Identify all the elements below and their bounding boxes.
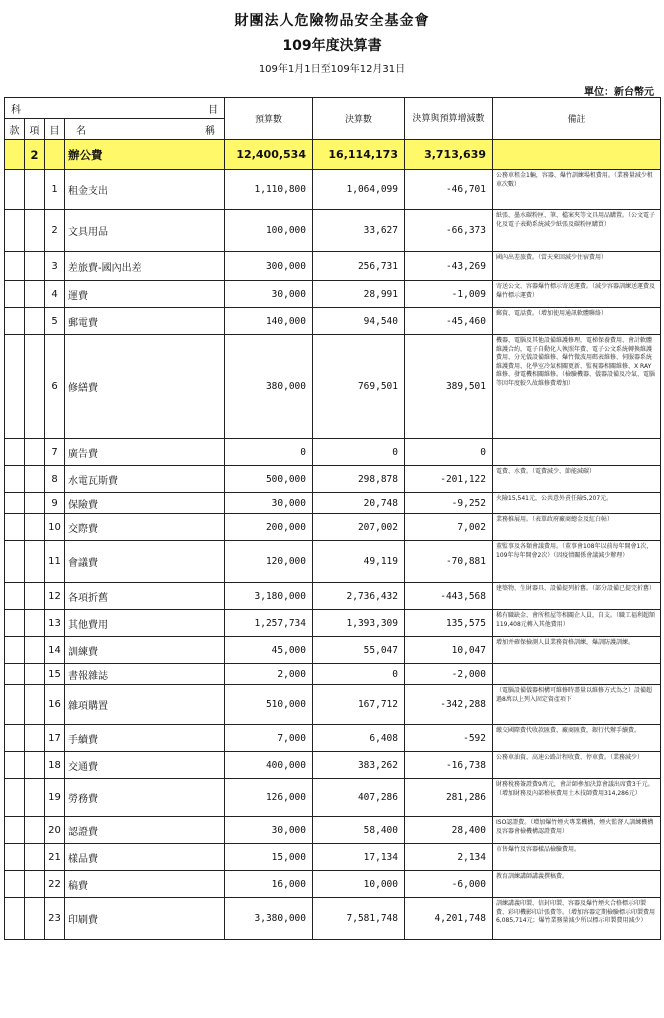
row-budget: 16,000 <box>225 871 313 898</box>
row-budget: 100,000 <box>225 210 313 252</box>
row-mu: 8 <box>45 466 65 493</box>
row-actual: 383,262 <box>313 752 405 779</box>
row-diff: -443,568 <box>405 583 493 610</box>
row-mu: 18 <box>45 752 65 779</box>
row-mu: 20 <box>45 817 65 844</box>
row-diff: 389,501 <box>405 335 493 439</box>
row-budget: 200,000 <box>225 514 313 541</box>
row-budget: 300,000 <box>225 252 313 281</box>
row-actual: 7,581,748 <box>313 898 405 940</box>
table-row <box>5 583 661 610</box>
row-note: 增加并確保檢測人員業務資格訓練，爆訓防護訓練。 <box>493 637 661 664</box>
row-diff: 2,134 <box>405 844 493 871</box>
row-kuan <box>5 637 25 664</box>
row-name: 樣品費 <box>65 844 225 871</box>
row-note: （電腦設備儀器相構可維修時盡量以維修方式為之）設備超過8萬以上列入固定資產項下 <box>493 685 661 725</box>
row-actual: 10,000 <box>313 871 405 898</box>
table-row <box>5 281 661 308</box>
row-budget: 30,000 <box>225 817 313 844</box>
row-name: 修繕費 <box>65 335 225 439</box>
row-actual: 256,731 <box>313 252 405 281</box>
row-note: 教育訓練講師講義撰稿費。 <box>493 871 661 898</box>
header-mu2: 目 <box>45 119 65 140</box>
row-note <box>493 439 661 466</box>
row-name: 水電瓦斯費 <box>65 466 225 493</box>
row-note: 繳交國際費代收款匯費、廠商匯費，銀行代辦手續費。 <box>493 725 661 752</box>
row-mu: 16 <box>45 685 65 725</box>
row-name: 運費 <box>65 281 225 308</box>
main-mu <box>45 140 65 170</box>
row-name: 保險費 <box>65 493 225 514</box>
row-kuan <box>5 493 25 514</box>
table-row <box>5 664 661 685</box>
row-actual: 94,540 <box>313 308 405 335</box>
row-kuan <box>5 817 25 844</box>
main-budget: 12,400,534 <box>225 140 313 170</box>
row-note: 業務推展用。（表單政府廠商總金及紅白帖） <box>493 514 661 541</box>
row-note: 財務稅務簽證費9萬元，會計師參加決算會議出席費3千元。（增加財務及內部稽核費用土木技師費用314,286元） <box>493 779 661 817</box>
row-mu: 13 <box>45 610 65 637</box>
row-note: 紙張、墨水碳粉匣、筆、檔案夾等文具用品購置。（公文電子化及電子表勤系統減少紙張及碳粉匣購買） <box>493 210 661 252</box>
row-xiang <box>25 281 45 308</box>
row-note: 訓練講義印製、信封印製、容器及爆竹煙火合格標示印製費、彩印機影印計張費等。（增加容器定期檢驗標示印製費用6,085,714元；爆竹業務量減少所以標示印製費用減少） <box>493 898 661 940</box>
row-diff: -1,009 <box>405 281 493 308</box>
row-budget: 3,380,000 <box>225 898 313 940</box>
row-xiang <box>25 210 45 252</box>
row-note: 火險15,541元，公共意外責任險5,207元。 <box>493 493 661 514</box>
row-mu: 6 <box>45 335 65 439</box>
row-note: 稀有職缺金、會所租屋等相關企人員，自支。（職工福利超額119,408元轉入其他費用） <box>493 610 661 637</box>
row-mu: 23 <box>45 898 65 940</box>
row-kuan <box>5 583 25 610</box>
row-xiang <box>25 439 45 466</box>
table-row <box>5 752 661 779</box>
document-subtitle: 109年度決算書 <box>282 38 382 54</box>
row-actual: 28,991 <box>313 281 405 308</box>
row-kuan <box>5 210 25 252</box>
currency-unit: 單位：新台幣元 <box>584 87 654 98</box>
table-row <box>5 466 661 493</box>
row-name: 勞務費 <box>65 779 225 817</box>
row-note: 寄送公文、容器爆竹標示寄送運費。（減少容器訓練送運費及爆竹標示運費） <box>493 281 661 308</box>
row-note: 國內出差旅費。（當天來回減少住宿費用） <box>493 252 661 281</box>
table-row <box>5 514 661 541</box>
row-mu: 21 <box>45 844 65 871</box>
document-period: 109年1月1日至109年12月31日 <box>258 64 406 75</box>
row-name: 其他費用 <box>65 610 225 637</box>
row-budget: 120,000 <box>225 541 313 583</box>
row-note: 建築物、生財器具、設備提列折舊。（部分設備已提完折舊） <box>493 583 661 610</box>
main-diff: 3,713,639 <box>405 140 493 170</box>
row-mu: 9 <box>45 493 65 514</box>
row-actual: 33,627 <box>313 210 405 252</box>
row-actual: 20,748 <box>313 493 405 514</box>
row-note: 機器、電腦及其他設備維護修理，電梯保養費用、會計軟體維護合約，電子自動化人執照年費、電子公文系統轉換維護費用、分光儀設備維修、爆竹微波用碼表維修、伺服器系統維護費用、化學室冷氣相關更新、監視器相關維修、X RAY維修、發電機相關維修。（檢驗機器、儀器設備及冷氣、電腦等因年度較久故維修費增加） <box>493 335 661 439</box>
row-budget: 15,000 <box>225 844 313 871</box>
row-xiang <box>25 514 45 541</box>
row-xiang <box>25 871 45 898</box>
row-budget: 400,000 <box>225 752 313 779</box>
row-actual: 167,712 <box>313 685 405 725</box>
header-ming: 名 <box>76 125 86 137</box>
row-diff: -201,122 <box>405 466 493 493</box>
row-note: 公務車租金1輛，容器、爆竹訓練場租費用。（業務量減少租車次數） <box>493 170 661 210</box>
header-subject <box>5 98 225 119</box>
row-kuan <box>5 466 25 493</box>
table-row <box>5 541 661 583</box>
table-row <box>5 685 661 725</box>
row-kuan <box>5 610 25 637</box>
table-row <box>5 817 661 844</box>
row-budget: 30,000 <box>225 281 313 308</box>
row-budget: 45,000 <box>225 637 313 664</box>
row-budget: 380,000 <box>225 335 313 439</box>
row-note: 公務車油資、高速公路計程收費、停車費。（業務減少） <box>493 752 661 779</box>
table-row <box>5 725 661 752</box>
row-actual: 407,286 <box>313 779 405 817</box>
row-kuan <box>5 308 25 335</box>
header-kuan: 款 <box>5 119 25 140</box>
row-name: 會議費 <box>65 541 225 583</box>
table-body <box>5 170 661 940</box>
row-actual: 0 <box>313 439 405 466</box>
row-note <box>493 664 661 685</box>
row-actual: 298,878 <box>313 466 405 493</box>
row-name: 差旅費-國內出差 <box>65 252 225 281</box>
row-budget: 2,000 <box>225 664 313 685</box>
row-name: 租金支出 <box>65 170 225 210</box>
row-kuan <box>5 281 25 308</box>
row-actual: 0 <box>313 664 405 685</box>
row-budget: 3,180,000 <box>225 583 313 610</box>
row-kuan <box>5 664 25 685</box>
row-xiang <box>25 637 45 664</box>
row-mu: 3 <box>45 252 65 281</box>
main-xiang: 2 <box>25 140 45 170</box>
row-name: 手續費 <box>65 725 225 752</box>
row-xiang <box>25 725 45 752</box>
document-title: 財團法人危險物品安全基金會 <box>234 13 430 29</box>
table-row <box>5 610 661 637</box>
row-mu: 17 <box>45 725 65 752</box>
row-diff: -2,000 <box>405 664 493 685</box>
main-name: 辦公費 <box>65 140 225 170</box>
row-budget: 510,000 <box>225 685 313 725</box>
row-actual: 17,134 <box>313 844 405 871</box>
row-diff: -16,738 <box>405 752 493 779</box>
row-actual: 1,064,099 <box>313 170 405 210</box>
row-name: 各項折舊 <box>65 583 225 610</box>
table-row <box>5 637 661 664</box>
row-mu: 15 <box>45 664 65 685</box>
row-diff: -70,881 <box>405 541 493 583</box>
row-kuan <box>5 541 25 583</box>
row-kuan <box>5 779 25 817</box>
row-budget: 1,257,734 <box>225 610 313 637</box>
table-row <box>5 871 661 898</box>
header-actual: 決算數 <box>313 98 405 140</box>
row-mu: 7 <box>45 439 65 466</box>
row-name: 廣告費 <box>65 439 225 466</box>
table-row <box>5 308 661 335</box>
row-xiang <box>25 466 45 493</box>
row-diff: -9,252 <box>405 493 493 514</box>
header-ke: 科 <box>11 104 21 116</box>
table-row <box>5 170 661 210</box>
row-note: 郵資、電話費。（增加使用通訊軟體聯絡） <box>493 308 661 335</box>
row-actual: 58,400 <box>313 817 405 844</box>
row-xiang <box>25 752 45 779</box>
table-row <box>5 252 661 281</box>
header-name <box>65 119 225 140</box>
row-xiang <box>25 335 45 439</box>
row-kuan <box>5 685 25 725</box>
header-diff: 決算與預算增減數 <box>405 98 493 140</box>
row-note: ISO認證費。（增加爆竹煙火專業機構，煙火監督人訓練機構及容器會檢機構認證費用） <box>493 817 661 844</box>
header-note: 備註 <box>493 98 661 140</box>
budget-table <box>4 97 661 940</box>
row-diff: 10,047 <box>405 637 493 664</box>
row-kuan <box>5 871 25 898</box>
row-kuan <box>5 514 25 541</box>
row-budget: 1,110,800 <box>225 170 313 210</box>
row-xiang <box>25 308 45 335</box>
row-xiang <box>25 664 45 685</box>
header-mu: 目 <box>208 104 218 116</box>
row-diff: 28,400 <box>405 817 493 844</box>
row-diff: -592 <box>405 725 493 752</box>
table-row <box>5 335 661 439</box>
row-budget: 140,000 <box>225 308 313 335</box>
row-xiang <box>25 898 45 940</box>
row-mu: 2 <box>45 210 65 252</box>
row-diff: -342,288 <box>405 685 493 725</box>
row-diff: -6,000 <box>405 871 493 898</box>
row-note: 電費、水費。（電費減少、節能減碳） <box>493 466 661 493</box>
row-mu: 5 <box>45 308 65 335</box>
row-actual: 2,736,432 <box>313 583 405 610</box>
row-mu: 22 <box>45 871 65 898</box>
row-name: 稿費 <box>65 871 225 898</box>
row-mu: 4 <box>45 281 65 308</box>
row-xiang <box>25 844 45 871</box>
table-row <box>5 493 661 514</box>
row-actual: 769,501 <box>313 335 405 439</box>
row-diff: 0 <box>405 439 493 466</box>
row-kuan <box>5 844 25 871</box>
row-mu: 10 <box>45 514 65 541</box>
row-mu: 12 <box>45 583 65 610</box>
row-diff: -43,269 <box>405 252 493 281</box>
row-kuan <box>5 439 25 466</box>
row-xiang <box>25 610 45 637</box>
main-note <box>493 140 661 170</box>
header-xiang: 項 <box>25 119 45 140</box>
row-actual: 1,393,309 <box>313 610 405 637</box>
header-row-1 <box>5 98 661 119</box>
row-diff: 135,575 <box>405 610 493 637</box>
row-kuan <box>5 170 25 210</box>
row-actual: 49,119 <box>313 541 405 583</box>
main-actual: 16,114,173 <box>313 140 405 170</box>
row-xiang <box>25 541 45 583</box>
row-budget: 500,000 <box>225 466 313 493</box>
row-diff: -66,373 <box>405 210 493 252</box>
row-xiang <box>25 493 45 514</box>
row-diff: -46,701 <box>405 170 493 210</box>
table-row <box>5 898 661 940</box>
row-xiang <box>25 583 45 610</box>
table-row <box>5 779 661 817</box>
row-kuan <box>5 335 25 439</box>
row-diff: 4,201,748 <box>405 898 493 940</box>
row-kuan <box>5 752 25 779</box>
row-mu: 11 <box>45 541 65 583</box>
main-row <box>5 140 661 170</box>
row-kuan <box>5 252 25 281</box>
row-name: 訓練費 <box>65 637 225 664</box>
header-cheng: 稱 <box>205 125 215 137</box>
row-budget: 126,000 <box>225 779 313 817</box>
row-name: 交際費 <box>65 514 225 541</box>
table-row <box>5 210 661 252</box>
main-kuan <box>5 140 25 170</box>
row-actual: 207,002 <box>313 514 405 541</box>
row-xiang <box>25 170 45 210</box>
row-name: 印刷費 <box>65 898 225 940</box>
row-name: 交通費 <box>65 752 225 779</box>
row-diff: 281,286 <box>405 779 493 817</box>
row-mu: 14 <box>45 637 65 664</box>
row-actual: 55,047 <box>313 637 405 664</box>
row-name: 書報雜誌 <box>65 664 225 685</box>
table-row <box>5 439 661 466</box>
row-actual: 6,408 <box>313 725 405 752</box>
row-xiang <box>25 252 45 281</box>
row-note: 市售爆竹及容器樣品檢驗費用。 <box>493 844 661 871</box>
row-mu: 1 <box>45 170 65 210</box>
row-kuan <box>5 898 25 940</box>
row-diff: -45,460 <box>405 308 493 335</box>
row-mu: 19 <box>45 779 65 817</box>
row-name: 文具用品 <box>65 210 225 252</box>
row-name: 認證費 <box>65 817 225 844</box>
row-diff: 7,002 <box>405 514 493 541</box>
row-budget: 30,000 <box>225 493 313 514</box>
row-note: 董監事及各類會議費用。（董事會108年以前每年開會1次，109年每年開會2次）（因疫情關係會議減少辦理） <box>493 541 661 583</box>
row-kuan <box>5 725 25 752</box>
table-row <box>5 844 661 871</box>
row-xiang <box>25 817 45 844</box>
header-budget: 預算數 <box>225 98 313 140</box>
row-name: 雜項購置 <box>65 685 225 725</box>
row-xiang <box>25 685 45 725</box>
row-name: 郵電費 <box>65 308 225 335</box>
row-budget: 7,000 <box>225 725 313 752</box>
row-xiang <box>25 779 45 817</box>
row-budget: 0 <box>225 439 313 466</box>
